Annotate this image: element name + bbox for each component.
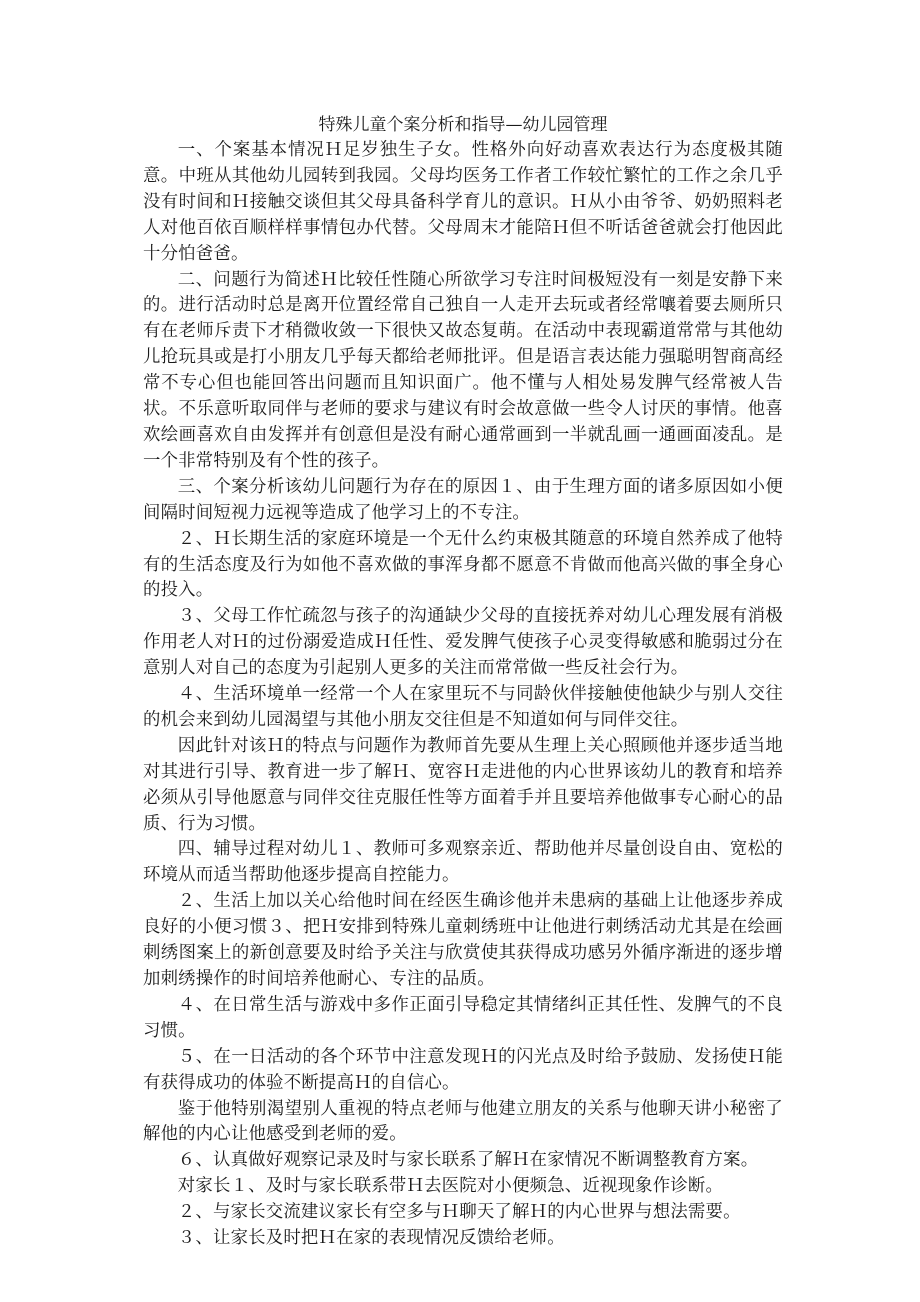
- paragraph-parents-2: ２、与家长交流建议家长有空多与Ｈ聊天了解Ｈ的内心世界与想法需要。: [177, 1202, 741, 1223]
- paragraph-guidance-5: ５、在一日活动的各个环节中注意发现Ｈ的闪光点及时给予鼓励、发扬使Ｈ能有获得成功的体验不断提高Ｈ的自信心。: [143, 1046, 783, 1093]
- paragraph-analysis-2: ２、Ｈ长期生活的家庭环境是一个无什么约束极其随意的环境自然养成了他特有的生活态度及行为如他不喜欢做的事浑身都不愿意不肯做而他高兴做的事全身心的投入。: [143, 528, 783, 601]
- paragraph-analysis-4: ４、生活环境单一经常一个人在家里玩不与同龄伙伴接触使他缺少与别人交往的机会来到幼儿园渴望与其他小朋友交往但是不知道如何与同伴交往。: [143, 684, 783, 730]
- paragraph-analysis-1: 三、个案分析该幼儿问题行为存在的原因１、由于生理方面的诸多原因如小便间隔时间短视力远视等造成了他学习上的不专注。: [143, 476, 783, 523]
- document-page: [143, 112, 783, 1252]
- paragraph-problem-behavior: 二、问题行为简述Ｈ比较任性随心所欲学习专注时间极短没有一刻是安静下来的。进行活动时总是离开位置经常自己独自一人走开去玩或者经常嚷着要去厕所只有在老师斥责下才稍微收敛一下很快又故态复萌。在活动中表现霸道常常与其他幼儿抢玩具或是打小朋友几乎每天都给老师批评。但是语言表达能力强聪明智商高经常不专心但也能回答出问题而且知识面广。他不懂与人相处易发脾气经常被人告状。不乐意听取同伴与老师的要求与建议有时会故意做一些令人讨厌的事情。他喜欢绘画喜欢自由发挥并有创意但是没有耐心通常画到一半就乱画一通画面凌乱。是一个非常特别及有个性的孩子。: [143, 269, 783, 471]
- paragraph-parents-3: ３、让家长及时把Ｈ在家的表现情况反馈给老师。: [177, 1228, 565, 1249]
- paragraph-guidance-4: ４、在日常生活与游戏中多作正面引导稳定其情绪纠正其任性、发脾气的不良习惯。: [143, 994, 783, 1041]
- paragraph-guidance-6: ６、认真做好观察记录及时与家长联系了解Ｈ在家情况不断调整教育方案。: [177, 1150, 759, 1171]
- paragraph-analysis-3: ３、父母工作忙疏忽与孩子的沟通缺少父母的直接抚养对幼儿心理发展有消极作用老人对Ｈ的过份溺爱造成Ｈ任性、爱发脾气使孩子心灵变得敏感和脆弱过分在意别人对自己的态度为引起别人更多的关注而常常做一些反社会行为。: [143, 606, 783, 679]
- document-title: 特殊儿童个案分析和指导—幼儿园管理: [318, 115, 608, 135]
- paragraph-case-background: 一、个案基本情况Ｈ足岁独生子女。性格外向好动喜欢表达行为态度极其随意。中班从其他幼儿园转到我园。父母均医务工作者工作较忙繁忙的工作之余几乎没有时间和Ｈ接触交谈但其父母具备科学育儿的意识。Ｈ从小由爷爷、奶奶照料老人对他百依百顺样样事情包办代替。父母周末才能陪Ｈ但不听话爸爸就会打他因此十分怕爸爸。: [143, 140, 783, 264]
- paragraph-guidance-2-3: ２、生活上加以关心给他时间在经医生确诊他并未患病的基础上让他逐步养成良好的小便习惯３、把Ｈ安排到特殊儿童刺绣班中让他进行刺绣活动尤其是在绘画刺绣图案上的新创意要及时给予关注与欣赏使其获得成功感另外循序渐进的逐步增加刺绣操作的时间培养他耐心、专注的品质。: [143, 891, 783, 989]
- paragraph-guidance-friendship: 鉴于他特别渴望别人重视的特点老师与他建立朋友的关系与他聊天讲小秘密了解他的内心让他感受到老师的爱。: [143, 1098, 783, 1145]
- paragraph-analysis-conclusion: 因此针对该Ｈ的特点与问题作为教师首先要从生理上关心照顾他并逐步适当地对其进行引导、教育进一步了解Ｈ、宽容Ｈ走进他的内心世界该幼儿的教育和培养必须从引导他愿意与同伴交往克服任性等方面着手并且要培养他做事专心耐心的品质、行为习惯。: [143, 735, 783, 834]
- paragraph-guidance-1: 四、辅导过程对幼儿１、教师可多观察亲近、帮助他并尽量创设自由、宽松的环境从而适当帮助他逐步提高自控能力。: [143, 839, 783, 886]
- paragraph-parents-1: 对家长１、及时与家长联系带Ｈ去医院对小便频急、近视现象作诊断。: [177, 1176, 724, 1197]
